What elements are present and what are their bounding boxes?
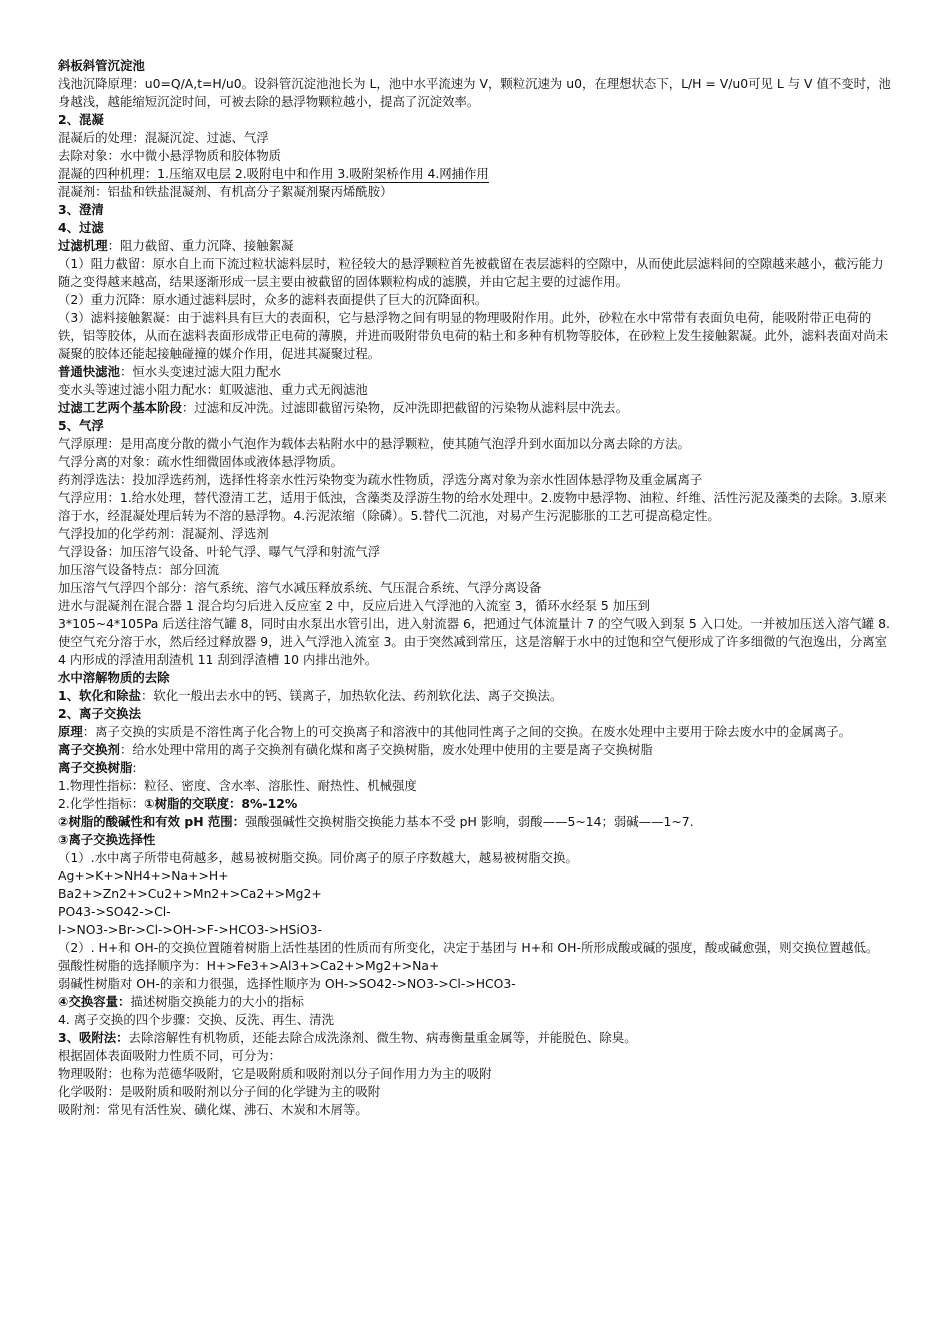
text-line: [58, 615, 894, 669]
text-line: [58, 363, 894, 381]
line-text: 去除溶解性有机物质，还能去除合成洗涤剂、微生物、病毒衡量重金属等，并能脱色、除臭。: [128, 1030, 637, 1045]
text-line: [58, 1029, 894, 1047]
line-text: 吸附剂：常见有活性炭、磺化煤、沸石、木炭和木屑等。: [58, 1102, 368, 1117]
line-text: （3）滤料接触絮凝：由于滤料具有巨大的表面积，它与悬浮物之间有明显的物理吸附作用。此外，砂粒在水中常带有表面负电荷，能吸附带正电荷的铁，铝等胶体，从而在滤料表面形成带正电荷的薄膜，并进而吸附带负电荷的粘土和多种有机物等胶体，在砂粒上发生接触絮凝。此外，滤料表面对尚未凝聚的胶体还能起接触碰撞的媒介作用，促进其凝聚过程。: [58, 310, 889, 361]
text-line: [58, 183, 894, 201]
line-text: ：恒水头变速过滤大阻力配水: [119, 364, 282, 379]
text-line: [58, 1101, 894, 1119]
text-line: [58, 795, 894, 813]
bold-label: 1、软化和除盐: [58, 688, 141, 703]
bold-label: 离子交换树脂: [58, 760, 133, 775]
text-line: [58, 993, 894, 1011]
line-text: 变水头等速过滤小阻力配水：虹吸滤池、重力式无阀滤池: [58, 382, 368, 397]
line-text: 去除对象：水中微小悬浮物质和胶体物质: [58, 148, 282, 163]
line-text: 气浮设备：加压溶气设备、叶轮气浮、曝气气浮和射流气浮: [58, 544, 381, 559]
section-heading: [58, 57, 894, 75]
text-line: [58, 237, 894, 255]
bold-label: 3、吸附法：: [58, 1030, 129, 1045]
line-text: （2）. H+和 OH-的交换位置随着树脂上活性基团的性质而有所变化，决定于基团与 H+和 OH-所形成酸或碱的强度，酸或碱愈强，则交换位置越低。: [58, 940, 879, 955]
text-line: [58, 921, 894, 939]
bold-label: 5、气浮: [58, 418, 104, 433]
line-text: ：过滤和反冲洗。过滤即截留污染物，反冲洗即把截留的污染物从滤料层中洗去。: [181, 400, 628, 415]
line-text: 4. 离子交换的四个步骤：交换、反洗、再生、清洗: [58, 1012, 334, 1027]
bold-label: 斜板斜管沉淀池: [58, 58, 145, 73]
line-text: I->NO3->Br->Cl->OH->F->HCO3->HSiO3-: [58, 922, 322, 937]
text-line: [58, 597, 894, 615]
line-text: 强酸性树脂的选择顺序为：H+>Fe3+>Al3+>Ca2+>Mg2+>Na+: [58, 958, 440, 973]
line-text: 根据固体表面吸附力性质不同，可分为：: [58, 1048, 282, 1063]
section-heading: [58, 111, 894, 129]
line-text: ：软化一般出去水中的钙、镁离子，加热软化法、药剂软化法、离子交换法。: [140, 688, 563, 703]
bold-label: ②树脂的酸碱性和有效 pH 范围：: [58, 814, 246, 829]
text-line: [58, 525, 894, 543]
text-line: [58, 255, 894, 291]
section-heading: [58, 219, 894, 237]
text-line: [58, 975, 894, 993]
line-text: 强酸强碱性交换树脂交换能力基本不受 pH 影响，弱酸——5~14；弱碱——1~7.: [245, 814, 694, 829]
text-line: [58, 903, 894, 921]
section-heading: [58, 417, 894, 435]
line-text: 混凝后的处理：混凝沉淀、过滤、气浮: [58, 130, 269, 145]
text-line: [58, 471, 894, 489]
line-text: 加压溶气设备特点：部分回流: [58, 562, 220, 577]
line-text: （2）重力沉降：原水通过滤料层时，众多的滤料表面提供了巨大的沉降面积。: [58, 292, 488, 307]
line-text: 进水与混凝剂在混合器 1 混合均匀后进入反应室 2 中，反应后进入气浮池的入流室 3，循环水经泵 5 加压到: [58, 598, 650, 613]
line-text: ：离子交换的实质是不溶性离子化合物上的可交换离子和溶液中的其他同性离子之间的交换。在废水处理中主要用于除去废水中的金属离子。: [82, 724, 851, 739]
bold-label: 2、混凝: [58, 112, 104, 127]
line-text: 化学吸附：是吸附质和吸附剂以分子间的化学键为主的吸附: [58, 1084, 381, 1099]
text-line: [58, 381, 894, 399]
text-line: [58, 813, 894, 831]
bold-label: 2、离子交换法: [58, 706, 141, 721]
text-line: [58, 777, 894, 795]
text-line: [58, 687, 894, 705]
text-line: [58, 291, 894, 309]
line-text: 气浮应用：1.给水处理，替代澄清工艺，适用于低浊，含藻类及浮游生物的给水处理中。2.废物中悬浮物、油粒、纤维、活性污泥及藻类的去除。3.原来溶于水，经混凝处理后转为不溶的悬浮物。4.污泥浓缩（除磷）。5.替代二沉池，对易产生污泥膨胀的工艺可提高稳定性。: [58, 490, 887, 523]
line-text: :: [132, 760, 137, 775]
text-line: [58, 561, 894, 579]
bold-label: ③离子交换选择性: [58, 832, 156, 847]
text-line: [58, 147, 894, 165]
line-text: 3*105~4*105Pa 后送往溶气罐 8，同时由水泵出水管引出，进入射流器 6，把通过气体流量计 7 的空气吸入到泵 5 入口处。一并被加压送入溶气罐 8.使空气充分溶于水，然后经过释放器 9，进入气浮池入流室 3。由于突然减到常压，这是溶解于水中的过饱和空气便形成了许多细微的气泡逸出，分离室 4 内形成的浮渣用刮渣机 11 刮到浮渣槽 10 内排出池外。: [58, 616, 890, 667]
line-text: Ba2+>Zn2+>Cu2+>Mn2+>Ca2+>Mg2+: [58, 886, 322, 901]
text-line: [58, 453, 894, 471]
bold-label: 原理: [58, 724, 83, 739]
section-heading: [58, 831, 894, 849]
bold-label: 普通快滤池: [58, 364, 120, 379]
line-text: （1）阻力截留：原水自上而下流过粒状滤料层时，粒径较大的悬浮颗粒首先被截留在表层滤料的空隙中，从而使此层滤料间的空隙越来越小，截污能力随之变得越来越高，结果逐渐形成一层主要由被截留的固体颗粒构成的滤膜，并由它起主要的过滤作用。: [58, 256, 884, 289]
text-line: [58, 849, 894, 867]
section-heading: [58, 705, 894, 723]
line-text: 气浮原理：是用高度分散的微小气泡作为载体去粘附水中的悬浮颗粒，使其随气泡浮升到水面加以分离去除的方法。: [58, 436, 690, 451]
line-text: 加压溶气气浮四个部分：溶气系统、溶气水减压释放系统、气压混合系统、气浮分离设备: [58, 580, 542, 595]
document-page: [58, 57, 894, 1119]
line-text: ：给水处理中常用的离子交换剂有磺化煤和离子交换树脂，废水处理中使用的主要是离子交换树脂: [119, 742, 653, 757]
text-line: [58, 885, 894, 903]
text-line: [58, 165, 894, 183]
line-text: 气浮分离的对象：疏水性细微固体或液体悬浮物质。: [58, 454, 343, 469]
line-text: 弱碱性树脂对 OH-的亲和力很强，选择性顺序为 OH->SO42->NO3->Cl->HCO3-: [58, 976, 516, 991]
text-line: [58, 723, 894, 741]
bold-label: 过滤工艺两个基本阶段: [58, 400, 182, 415]
line-text: ：阻力截留、重力沉降、接触絮凝: [107, 238, 294, 253]
text-line: [58, 939, 894, 957]
section-heading: [58, 669, 894, 687]
bold-label: ①树脂的交联度：8%-12%: [144, 796, 298, 811]
bold-label: 过滤机理: [58, 238, 108, 253]
line-text: 药剂浮选法：投加浮选药剂，选择性将亲水性污染物变为疏水性物质，浮选分离对象为亲水性固体悬浮物及重金属离子: [58, 472, 703, 487]
line-text: PO43->SO42->Cl-: [58, 904, 171, 919]
line-text: 气浮投加的化学药剂：混凝剂、浮选剂: [58, 526, 269, 541]
text-line: [58, 309, 894, 363]
text-line: [58, 1047, 894, 1065]
text-line: [58, 1011, 894, 1029]
bold-label: ④交换容量：: [58, 994, 131, 1009]
text-line: [58, 399, 894, 417]
bold-label: 3、澄清: [58, 202, 104, 217]
bold-label: 水中溶解物质的去除: [58, 670, 170, 685]
bold-label: 4、过滤: [58, 220, 104, 235]
text-line: [58, 129, 894, 147]
line-text: 描述树脂交换能力的大小的指标: [130, 994, 304, 1009]
text-line: [58, 1083, 894, 1101]
line-text: （1）.水中离子所带电荷越多，越易被树脂交换。同价离子的原子序数越大，越易被树脂交换。: [58, 850, 578, 865]
text-line: [58, 741, 894, 759]
bold-label: 离子交换剂: [58, 742, 120, 757]
line-text: 混凝的四种机理：1.压缩双电层 2.吸附电中和作用 3.吸附架桥作用 4.网捕作用: [58, 166, 489, 181]
line-text: 混凝剂：铝盐和铁盐混凝剂、有机高分子絮凝剂聚丙烯酰胺）: [58, 184, 393, 199]
section-heading: [58, 201, 894, 219]
text-line: [58, 75, 894, 111]
text-line: [58, 957, 894, 975]
text-line: [58, 867, 894, 885]
text-line: [58, 759, 894, 777]
line-text: 1.物理性指标：粒径、密度、含水率、溶胀性、耐热性、机械强度: [58, 778, 417, 793]
text-line: [58, 543, 894, 561]
text-line: [58, 435, 894, 453]
line-text: Ag+>K+>NH4+>Na+>H+: [58, 868, 229, 883]
line-text: 浅池沉降原理：u0=Q/A,t=H/u0。设斜管沉淀池池长为 L，池中水平流速为 V，颗粒沉速为 u0，在理想状态下，L/H = V/u0可见 L 与 V 值不变时，池身越浅，越能缩短沉淀时间，可被去除的悬浮物颗粒越小，提高了沉淀效率。: [58, 76, 891, 109]
text-line: [58, 489, 894, 525]
text-line: [58, 1065, 894, 1083]
text-line: [58, 579, 894, 597]
line-text: 物理吸附：也称为范德华吸附，它是吸附质和吸附剂以分子间作用力为主的吸附: [58, 1066, 492, 1081]
line-text: 2.化学性指标：: [58, 796, 145, 811]
document-body: [58, 57, 894, 1119]
